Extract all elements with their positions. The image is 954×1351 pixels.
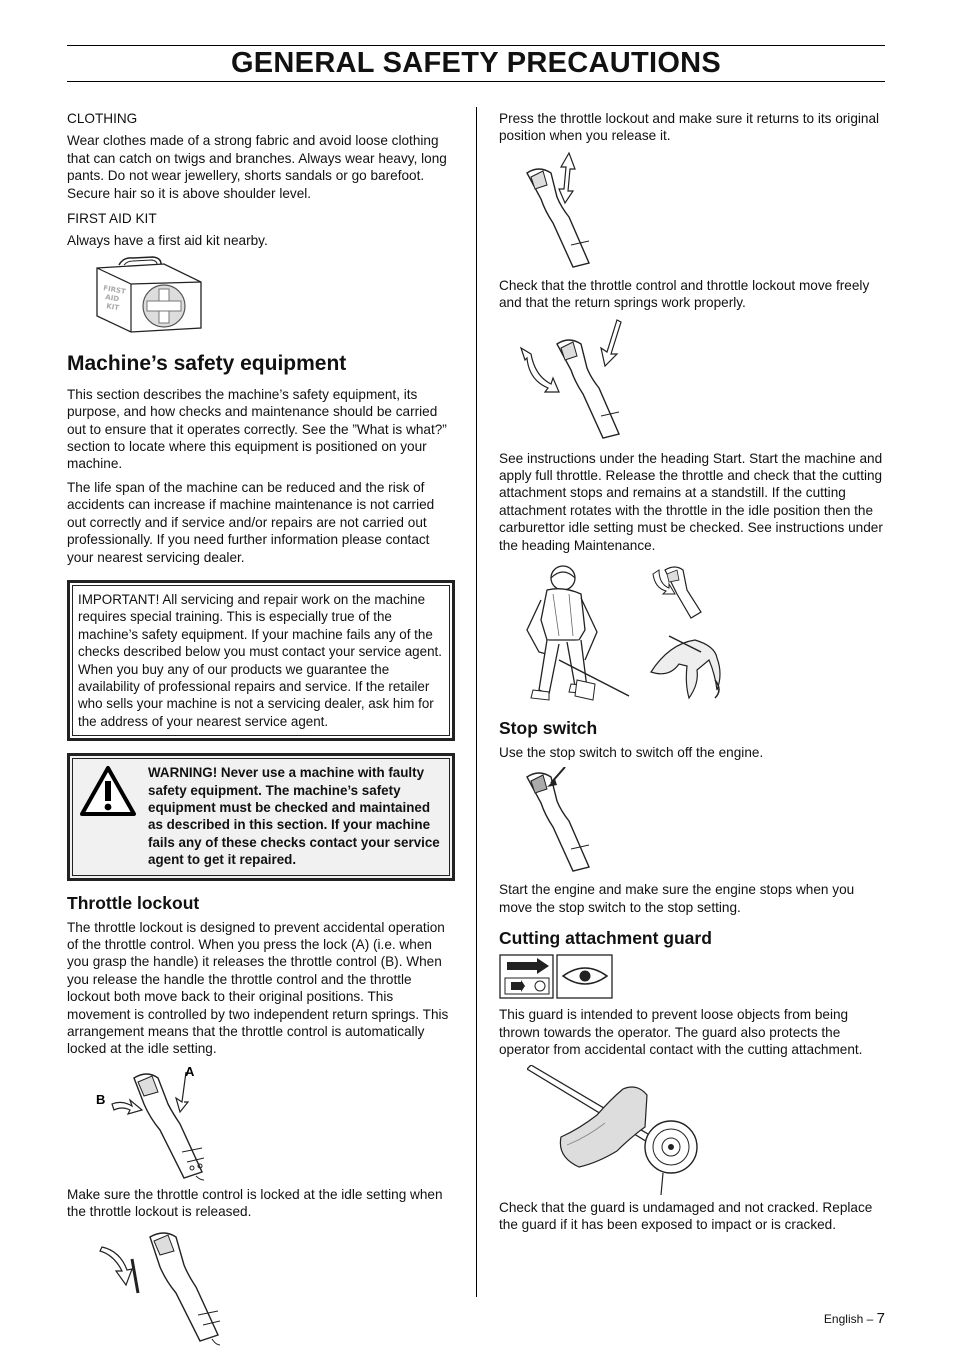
throttle-lockout-return-figure — [513, 151, 633, 271]
important-text: IMPORTANT! All servicing and repair work on the machine requires special training. This is especially true of the machine’s safety equipment. If your machine fails any of the checks described below you must contact your service agent. When you buy any of our products we guarantee the availability of professional repairs and service. If the retailer who sells your machine is not a servicing dealer, ask him for the address of your nearest service agent. — [78, 591, 442, 729]
page-number: 7 — [876, 1310, 885, 1327]
clothing-text: Wear clothes made of a strong fabric and avoid loose clothing that can catch on twigs and branches. Always wear heavy, long pants. Do not wear jewellery, shorts sandals or go barefoot. Secure hair so it is above shoulder level. — [67, 133, 447, 201]
operator-idle-check-figure — [519, 560, 739, 706]
cutting-guard-figure — [527, 1065, 717, 1195]
throttle-free-text: Check that the throttle control and throttle lockout move freely and that the return springs work properly. — [499, 277, 870, 311]
page-title: GENERAL SAFETY PRECAUTIONS — [230, 47, 722, 79]
right-column — [499, 110, 889, 1239]
cutting-guard-text: This guard is intended to prevent loose objects from being thrown towards the operator. The guard also protects the operator from accidental contact with the cutting attachment. — [499, 1007, 863, 1058]
safety-paragraph-1: This section describes the machine’s safety equipment, its purpose, and how checks and maintenance should be carried out to ensure that it operates correctly. See the ”What is what?” section to locate where this equipment is positioned on your machine. — [67, 386, 447, 472]
throttle-handle-figure-ab — [92, 1064, 242, 1182]
footer-language: English — [823, 1312, 864, 1326]
page-footer — [824, 1310, 885, 1327]
first-aid-kit-figure — [89, 256, 209, 336]
label-a: A — [185, 1063, 195, 1079]
throttle-lockout-text-2: Make sure the throttle control is locked at the idle setting when the throttle lockout is released. — [67, 1186, 443, 1220]
guard-symbols-figure — [499, 954, 615, 1000]
important-box — [67, 580, 455, 741]
safety-equipment-heading: Machine’s safety equipment — [67, 351, 347, 375]
svg-text:KIT: KIT — [105, 301, 120, 313]
footer-separator: – — [866, 1312, 874, 1326]
throttle-lockout-heading: Throttle lockout — [67, 892, 200, 913]
throttle-lockout-text: The throttle lockout is designed to prevent accidental operation of the throttle control. When you press the lock (A) (i.e. when you grasp the handle) it releases the throttle control (B). When you release the handle the throttle control and the throttle lockout both move back to their original positions. This movement is controlled by two independent return springs. This arrangement means that the throttle control is automatically locked at the idle setting. — [67, 919, 449, 1057]
stop-switch-text-2: Start the engine and make sure the engine stops when you move the stop switch to the stop setting. — [499, 882, 855, 915]
safety-paragraph-2: The life span of the machine can be reduced and the risk of accidents can increase if machine maintenance is not carried out correctly and if service and/or repairs are not carried out professionally. If you need further information please contact your nearest servicing dealer. — [67, 479, 435, 565]
stop-switch-heading: Stop switch — [499, 718, 598, 739]
throttle-locked-figure — [92, 1227, 242, 1347]
svg-text:FIRST: FIRST — [102, 283, 127, 296]
stop-switch-text: Use the stop switch to switch off the engine. — [499, 745, 764, 761]
cutting-guard-text-2: Check that the guard is undamaged and not cracked. Replace the guard if it has been exposed to impact or is cracked. — [499, 1199, 873, 1232]
warning-triangle-icon — [78, 764, 138, 820]
header-rule-bottom — [67, 81, 885, 82]
column-divider — [476, 107, 477, 1297]
warning-text: WARNING! Never use a machine with faulty safety equipment. The machine’s safety equipment must be checked and maintained as described in this section. If your machine fails any of these checks contact your service agent to get it repaired. — [148, 765, 440, 868]
firstaid-heading: FIRST AID KIT — [67, 211, 157, 227]
warning-box — [67, 753, 455, 880]
throttle-springs-figure — [517, 318, 657, 444]
throttle-press-text: Press the throttle lockout and make sure it returns to its original position when you release it. — [499, 111, 880, 144]
label-b: B — [96, 1091, 106, 1107]
clothing-heading: CLOTHING — [67, 111, 138, 126]
stop-switch-figure — [515, 767, 635, 877]
cutting-guard-heading: Cutting attachment guard — [499, 928, 712, 949]
svg-text:AID: AID — [104, 292, 120, 304]
left-column — [67, 110, 455, 1347]
full-throttle-text: See instructions under the heading Start. Start the machine and apply full throttle. Release the throttle and check that the cutting attachment stops and remains at a standstill. If the cutting attachment rotates with the throttle in the idle position then the carburettor idle setting must be checked. See instructions under the heading Maintenance. — [499, 450, 883, 553]
firstaid-text: Always have a first aid kit nearby. — [67, 233, 268, 249]
